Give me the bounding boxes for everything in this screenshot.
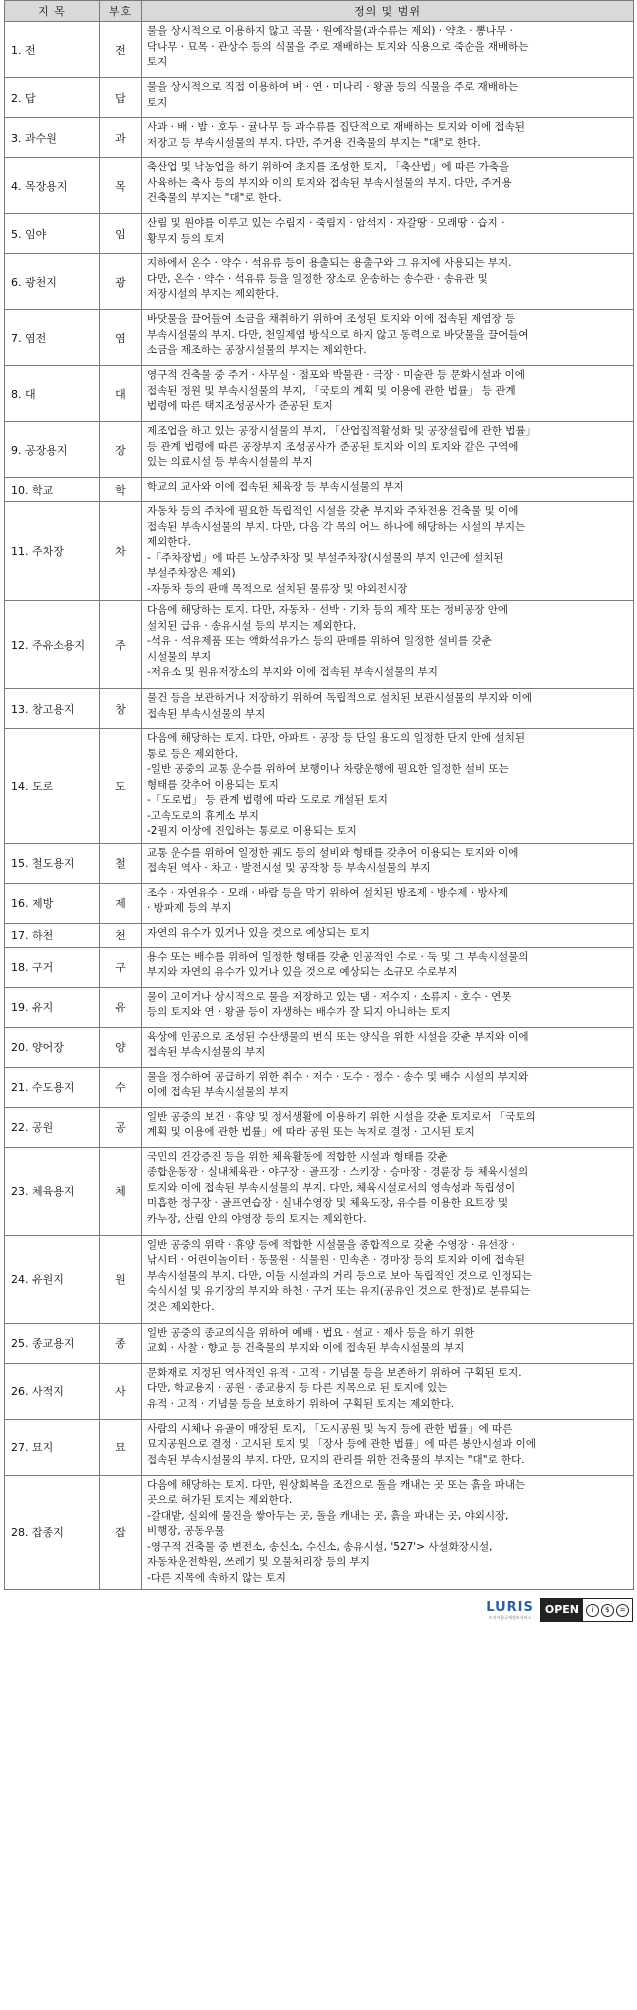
category-cell: 1. 전 [5,22,100,78]
definition-line: -「주차장법」에 따른 노상주차장 및 부설주차장(시설물의 부지 인근에 설치된 [147,551,504,564]
definition-line: 바닷물을 끌어들여 소금을 채취하기 위하여 조성된 토지와 이에 접속된 제염장 등 [147,313,516,325]
table-row [5,689,634,729]
code-cell: 구 [100,947,142,987]
definition-line: 소금을 제조하는 공장시설물의 부지는 제외한다. [147,344,367,356]
table-row [5,366,634,422]
definition-line: 물을 상시적으로 직접 이용하여 벼 · 연 · 미나리 · 왕골 등의 식물을 주로 재배하는 [147,81,519,93]
cc-by-icon: i [586,1604,599,1617]
definition-line: 묘지공원으로 결정 · 고시된 토지 및 「장사 등에 관한 법률」에 따른 봉안시설과 이에 [147,1438,536,1450]
category-cell: 24. 유원지 [5,1235,100,1323]
definition-line: 일반 공중의 보건 · 휴양 및 정서생활에 이용하기 위한 시설을 갖춘 토지로서 「국토의 [147,1110,536,1123]
code-cell: 수 [100,1067,142,1107]
definition-line: 부속시설물의 부지. 다만, 이들 시설과의 거리 등으로 보아 독립적인 것으로 인정되는 [147,1269,532,1282]
category-cell: 4. 목장용지 [5,158,100,214]
category-cell: 14. 도로 [5,729,100,844]
category-cell: 16. 제방 [5,883,100,923]
definition-line: 접속된 역사 · 차고 · 발전시설 및 공작창 등 부속시설물의 부지 [147,862,431,874]
definition-line: -고속도로의 휴게소 부지 [147,809,259,822]
definition-line: 접속된 부속시설물의 부지 [147,1046,266,1058]
table-row [5,1067,634,1107]
definition-line: 자동차운전학원, 쓰레기 및 오물처리장 등의 부지 [147,1556,370,1568]
category-cell: 20. 양어장 [5,1027,100,1067]
table-row [5,601,634,689]
category-cell: 5. 임야 [5,214,100,254]
definition-line: 유적 · 고적 · 기념물 등을 보호하기 위하여 구획된 토지는 제외한다. [147,1397,455,1410]
definition-cell [142,478,634,502]
definition-cell [142,158,634,214]
definition-cell [142,1363,634,1419]
definition-line: 산림 및 원야를 이루고 있는 수림지 · 죽림지 · 암석지 · 자갈땅 · 모래땅 · 습지 · [147,217,505,229]
header-category: 지 목 [5,1,100,22]
definition-line: 사과 · 배 · 밤 · 호두 · 귤나무 등 과수류를 집단적으로 재배하는 토지와 이에 접속된 [147,121,525,133]
definition-cell [142,843,634,883]
definition-line: 곳으로 허가된 토지는 제외한다. [147,1494,293,1506]
table-row [5,502,634,601]
definition-cell [142,1323,634,1363]
definition-line: 제조업을 하고 있는 공장시설물의 부지, 「산업집적활성화 및 공장설립에 관한 법률」 [147,425,537,437]
luris-wordmark: LURIS [486,1599,534,1615]
code-cell: 대 [100,366,142,422]
definition-line: 부설주차장은 제외) [147,567,236,579]
definition-line: 접속된 정원 및 부속시설물의 부지, 「국토의 계획 및 이용에 관한 법률」 등 관계 [147,384,516,397]
definition-cell [142,1419,634,1475]
table-row [5,923,634,947]
table-row [5,947,634,987]
category-cell: 3. 과수원 [5,118,100,158]
category-cell: 8. 대 [5,366,100,422]
category-cell: 11. 주차장 [5,502,100,601]
definition-cell [142,689,634,729]
code-cell: 광 [100,254,142,310]
category-cell: 9. 공장용지 [5,422,100,478]
definition-line: · 방파제 등의 부지 [147,902,232,914]
definition-line: 토지 [147,56,168,68]
definition-line: 토지와 이에 접속된 부속시설물의 부지. 다만, 체육시설로서의 영속성과 독립성이 [147,1181,516,1194]
code-cell: 목 [100,158,142,214]
code-cell: 원 [100,1235,142,1323]
table-row [5,214,634,254]
definition-cell [142,214,634,254]
definition-line: 다음에 해당하는 토지. 다만, 원상회복을 조건으로 돌을 캐내는 곳 또는 흙을 파내는 [147,1478,526,1491]
category-cell: 15. 철도용지 [5,843,100,883]
code-cell: 학 [100,478,142,502]
code-cell: 주 [100,601,142,689]
definition-line: -자동차 등의 판매 목적으로 설치된 물류장 및 야외전시장 [147,582,408,595]
table-row [5,158,634,214]
definition-line: 다만, 학교용지 · 공원 · 종교용지 등 다른 지목으로 된 토지에 있는 [147,1382,448,1394]
category-cell: 12. 주유소용지 [5,601,100,689]
definition-line: 것은 제외한다. [147,1300,215,1313]
table-row [5,478,634,502]
definition-line: 교통 운수를 위하여 일정한 궤도 등의 설비와 형태를 갖추어 이용되는 토지와 이에 [147,846,519,859]
definition-cell [142,601,634,689]
definition-line: 비행장, 공동우물 [147,1525,225,1537]
definition-cell [142,947,634,987]
definition-line: 제외한다. [147,536,191,548]
definition-line: 카누장, 산림 안의 야영장 등의 토지는 제외한다. [147,1212,367,1225]
definition-line: 용수 또는 배수를 위하여 일정한 형태를 갖춘 인공적인 수로 · 둑 및 그 부속시설물의 [147,950,529,963]
definition-line: 이에 접속된 부속시설물의 부지 [147,1086,289,1098]
definition-cell [142,22,634,78]
definition-line: 설치된 급유 · 송유시설 등의 부지는 제외한다. [147,619,357,632]
definition-line: 토지 [147,96,168,109]
code-cell: 창 [100,689,142,729]
definition-line: 일반 공중의 위락 · 휴양 등에 적합한 시설물을 종합적으로 갖춘 수영장 · 유선장 · [147,1238,515,1251]
definition-line: 물건 등을 보관하거나 저장하기 위하여 독립적으로 설치된 보관시설물의 부지와 이에 [147,692,533,704]
definition-line: 접속된 부속시설물의 부지. 다만, 다음 각 목의 어느 하나에 해당하는 시설의 부지는 [147,520,526,533]
code-cell: 종 [100,1323,142,1363]
definition-line: 자연의 유수가 있거나 있을 것으로 예상되는 토지 [147,926,370,939]
code-cell: 유 [100,987,142,1027]
definition-cell [142,987,634,1027]
definition-cell [142,1235,634,1323]
definition-cell [142,883,634,923]
table-row [5,78,634,118]
definition-line: 다음에 해당하는 토지. 다만, 아파트 · 공장 등 단일 용도의 일정한 단지 안에 설치된 [147,732,525,744]
definition-cell [142,923,634,947]
category-cell: 18. 구거 [5,947,100,987]
definition-line: -2필지 이상에 진입하는 통로로 이용되는 토지 [147,825,357,837]
definition-line: 물이 고이거나 상시적으로 물을 저장하고 있는 댐 · 저수지 · 소류지 · 호수 · 연못 [147,990,512,1003]
category-cell: 2. 답 [5,78,100,118]
definition-line: 시설물의 부지 [147,650,212,663]
definition-cell [142,422,634,478]
definition-line: 저장시설의 부지는 제외한다. [147,288,279,300]
definition-line: 법령에 따른 택지조성공사가 준공된 토지 [147,400,333,412]
definition-line: 등의 토지와 연 · 왕골 등이 자생하는 배수가 잘 되지 아니하는 토지 [147,1006,451,1018]
page [4,0,633,1620]
category-cell: 10. 학교 [5,478,100,502]
table-row [5,1147,634,1235]
definition-line: 사육하는 축사 등의 부지와 이의 토지와 접속된 부속시설물의 부지. 다만, 주거용 [147,176,512,189]
category-cell: 7. 염전 [5,310,100,366]
cc-nc-icon: $ [601,1604,614,1617]
table-row [5,1027,634,1067]
definition-line: 문화재로 지정된 역사적인 유적 · 고적 · 기념물 등을 보존하기 위하여 구획된 토지. [147,1366,522,1379]
code-cell: 천 [100,923,142,947]
definition-cell [142,310,634,366]
code-cell: 염 [100,310,142,366]
open-wordmark: OPEN [541,1599,583,1621]
category-cell: 6. 광천지 [5,254,100,310]
category-cell: 27. 묘지 [5,1419,100,1475]
definition-line: 교회 · 사찰 · 향교 등 건축물의 부지와 이에 접속된 부속시설물의 부지 [147,1342,465,1354]
footer [4,1592,633,1628]
code-cell: 임 [100,214,142,254]
definition-line: 육상에 인공으로 조성된 수산생물의 번식 또는 양식을 위한 시설을 갖춘 부지와 이에 [147,1030,529,1043]
definition-cell [142,1475,634,1590]
definition-line: 사람의 시체나 유골이 매장된 토지, 「도시공원 및 녹지 등에 관한 법률」에 따른 [147,1422,513,1435]
code-cell: 제 [100,883,142,923]
code-cell: 차 [100,502,142,601]
definition-line: -다른 지목에 속하지 않는 토지 [147,1571,286,1584]
definition-line: 종합운동장 · 실내체육관 · 야구장 · 골프장 · 스키장 · 승마장 · 경륜장 등 체육시설의 [147,1166,529,1178]
definition-cell [142,254,634,310]
definition-line: 숙식시설 및 유기장의 부지와 하천 · 구거 또는 유지(공유인 것으로 한정)로 분류되는 [147,1285,530,1297]
definition-line: 황무지 등의 토지 [147,232,225,245]
code-cell: 과 [100,118,142,158]
definition-line: -일반 공중의 교통 운수를 위하여 보행이나 차량운행에 필요한 일정한 설비 또는 [147,763,509,775]
table-row [5,883,634,923]
table-row [5,310,634,366]
table-row [5,1363,634,1419]
table-row [5,1419,634,1475]
luris-logo [486,1601,534,1620]
code-cell: 묘 [100,1419,142,1475]
code-cell: 체 [100,1147,142,1235]
category-cell: 22. 공원 [5,1107,100,1147]
code-cell: 양 [100,1027,142,1067]
definition-line: 등 관계 법령에 따른 공장부지 조성공사가 준공된 토지와 이의 토지와 같은 구역에 [147,440,519,453]
definition-line: 부지와 자연의 유수가 있거나 있을 것으로 예상되는 소규모 수로부지 [147,966,458,978]
code-cell: 잡 [100,1475,142,1590]
definition-cell [142,729,634,844]
definition-cell [142,78,634,118]
definition-line: 일반 공중의 종교의식을 위하여 예배 · 법요 · 설교 · 제사 등을 하기 위한 [147,1326,475,1339]
code-cell: 전 [100,22,142,78]
definition-line: 물을 상시적으로 이용하지 않고 곡물 · 원예작물(과수류는 제외) · 약초 · 뽕나무 · [147,25,513,37]
category-cell: 13. 창고용지 [5,689,100,729]
table-row [5,1323,634,1363]
table-row [5,118,634,158]
definition-line: 미흡한 정구장 · 골프연습장 · 실내수영장 및 체육도장, 유수를 이용한 요트장 및 [147,1197,509,1209]
definition-cell [142,1107,634,1147]
code-cell: 답 [100,78,142,118]
definition-line: 접속된 부속시설물의 부지 [147,707,266,720]
definition-line: -영구적 건축물 중 변전소, 송신소, 수신소, 송유시설, '527'> 사설화장시설, [147,1540,493,1553]
table-header-row [5,1,634,22]
definition-line: 부속시설물의 부지. 다만, 천일제염 방식으로 하지 않고 동력으로 바닷물을 끌어들여 [147,328,529,341]
definition-cell [142,1027,634,1067]
definition-line: 조수 · 자연유수 · 모래 · 바람 등을 막기 위하여 설치된 방조제 · 방수제 · 방사제 [147,886,508,899]
category-cell: 17. 하천 [5,923,100,947]
definition-line: 국민의 건강증진 등을 위한 체육활동에 적합한 시설과 형태를 갖춘 [147,1150,448,1163]
open-license-badge [540,1598,633,1622]
definition-line: 지하에서 온수 · 약수 · 석유류 등이 용출되는 용출구와 그 유지에 사용되는 부지. [147,257,512,269]
definition-line: 있는 의료시설 등 부속시설물의 부지 [147,456,313,468]
definition-cell [142,118,634,158]
table-row [5,729,634,844]
table-row [5,1475,634,1590]
definition-line: 저장고 등 부속시설물의 부지. 다만, 주거용 건축물의 부지는 "대"로 한다. [147,136,481,149]
definition-line: -갈대밭, 실외에 물건을 쌓아두는 곳, 돌을 캐내는 곳, 흙을 파내는 곳, 야외시장, [147,1509,509,1522]
land-category-table [4,0,634,1590]
header-code: 부호 [100,1,142,22]
definition-line: 축산업 및 낙농업을 하기 위하여 초지를 조성한 토지, 「축산법」에 따른 가축을 [147,161,510,173]
definition-line: 접속된 부속시설물의 부지. 다만, 묘지의 관리를 위한 건축물의 부지는 "대"로 한다. [147,1453,525,1466]
definition-cell [142,366,634,422]
code-cell: 장 [100,422,142,478]
table-row [5,1107,634,1147]
category-cell: 25. 종교용지 [5,1323,100,1363]
definition-line: 자동차 등의 주차에 필요한 독립적인 시설을 갖춘 부지와 주차전용 건축물 및 이에 [147,505,519,517]
definition-line: 닥나무 · 묘목 · 관상수 등의 식물을 주로 재배하는 토지와 식용으로 죽순을 재배하는 [147,40,529,53]
definition-line: 영구적 건축물 중 주거 · 사무실 · 점포와 박물관 · 극장 · 미술관 등 문화시설과 이에 [147,369,525,381]
definition-line: -저유소 및 원유저장소의 부지와 이에 접속된 부속시설물의 부지 [147,666,438,678]
definition-line: 통로 등은 제외한다. [147,747,239,760]
table-row [5,254,634,310]
category-cell: 28. 잡종지 [5,1475,100,1590]
category-cell: 26. 사적지 [5,1363,100,1419]
code-cell: 사 [100,1363,142,1419]
definition-line: -「도로법」 등 관계 법령에 따라 도로로 개설된 토지 [147,794,388,806]
table-row [5,987,634,1027]
definition-line: 다만, 온수 · 약수 · 석유류 등을 일정한 장소로 운송하는 송수관 · 송유관 및 [147,272,488,285]
definition-line: 건축물의 부지는 "대"로 한다. [147,192,282,204]
definition-line: 계획 및 이용에 관한 법률」에 따라 공원 또는 녹지로 결정 · 고시된 토지 [147,1126,475,1138]
table-row [5,22,634,78]
definition-cell [142,1067,634,1107]
definition-line: 낚시터 · 어린이놀이터 · 동물원 · 식물원 · 민속촌 · 경마장 등의 토지와 이에 접속된 [147,1254,525,1266]
header-definition: 정의 및 범위 [142,1,634,22]
table-row [5,1235,634,1323]
definition-line: -석유 · 석유제품 또는 액화석유가스 등의 판매를 위하여 일정한 설비를 갖춘 [147,635,492,647]
category-cell: 19. 유지 [5,987,100,1027]
definition-line: 물을 정수하여 공급하기 위한 취수 · 저수 · 도수 · 정수 · 송수 및 배수 시설의 부지와 [147,1070,529,1083]
definition-line: 다음에 해당하는 토지. 다만, 자동차 · 선박 · 기차 등의 제작 또는 정비공장 안에 [147,604,509,616]
definition-cell [142,1147,634,1235]
table-row [5,843,634,883]
definition-line: 형태를 갖추어 이용되는 토지 [147,778,279,791]
table-row [5,422,634,478]
luris-subtitle: 토지이용규제정보서비스 [488,1614,532,1620]
code-cell: 공 [100,1107,142,1147]
definition-line: 학교의 교사와 이에 접속된 체육장 등 부속시설물의 부지 [147,481,404,493]
code-cell: 철 [100,843,142,883]
category-cell: 23. 체육용지 [5,1147,100,1235]
cc-nd-icon: = [616,1604,629,1617]
category-cell: 21. 수도용지 [5,1067,100,1107]
footer-logos [486,1598,633,1622]
code-cell: 도 [100,729,142,844]
definition-cell [142,502,634,601]
